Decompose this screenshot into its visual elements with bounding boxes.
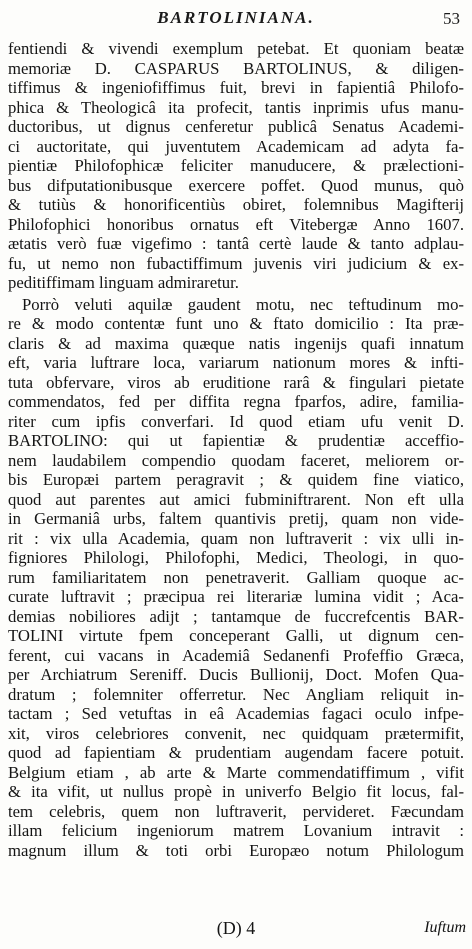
page-header: [0, 6, 472, 34]
text-line: ductoribus, ut dignus cenferetur publicâ Senatus Academi-: [8, 117, 464, 136]
text-line: demias nobiliores adijt ; tantamque de fuccrefcentis BAR-: [8, 606, 464, 626]
text-line: dratum ; folemniter offerretur. Nec Angliam reliquit in-: [8, 684, 464, 704]
text-line: peditiffimam linguam admiraretur.: [8, 273, 239, 292]
text-line: illam felicium ingeniorum matrem Lovanium intravit :: [8, 821, 464, 840]
page-footer: [0, 916, 472, 944]
text-line: bus difputationibusque exercere poffet. Quod munus, quò: [8, 175, 464, 195]
text-line: curate luftravit ; præcipua rei literariæ lumina vidit ; Aca-: [8, 587, 464, 606]
signature-mark: (D) 4: [216, 918, 256, 938]
text-line: fu, ut nemo non fubactiffimum juvenis viri judicium & ex-: [8, 253, 464, 273]
page-number: 53: [443, 9, 460, 28]
text-line: tactam ; Sed vetuftas in eâ Academias fagaci oculo infpe-: [8, 704, 464, 723]
text-line: TOLINI virtute fpem conceperant Galli, ut dignum cen-: [8, 626, 464, 645]
text-line: Philofophici honoribus ornatus eft Vitebergæ Anno 1607.: [8, 214, 464, 234]
text-line: fentiendi & vivendi exemplum petebat. Et quoniam beatæ: [8, 39, 464, 58]
text-line: BARTOLINO: qui ut fapientiæ & prudentiæ acceffio-: [8, 431, 464, 450]
text-line: figniores Philologi, Philofophi, Medici, Theologi, in quo-: [8, 548, 464, 567]
text-line: tem celebris, quem non luftraverit, pervideret. Fæcundam: [8, 801, 464, 821]
text-line: pientiæ Philofophicæ feliciter manuducere, & prælectioni-: [8, 156, 464, 175]
text-line: rum familiaritatem non penetraverit. Galliam quoque ac-: [8, 567, 464, 587]
text-line: tuta obfervare, viros ab eruditione rarâ & fingulari pietate: [8, 372, 464, 392]
text-line: bis Europæi partem peragravit ; & quidem fine viatico,: [8, 470, 464, 489]
text-line: per Archiatrum Sereniff. Ducis Bullionij, Doct. Mofen Qua-: [8, 665, 464, 684]
text-line: rit : vix ulla Academia, quam non luftraverit : vix ulli in-: [8, 528, 464, 548]
text-line: riter cum ipfis converfari. Id quod etiam ufu venit D.: [8, 411, 464, 431]
text-line: in Germaniâ urbs, faltem quantivis pretij, quam non vide-: [8, 509, 464, 528]
text-line: commendatos, fed per diffita regna fparfos, adire, familia-: [8, 392, 464, 411]
text-line: eft, varia luftrare loca, variarum nationum mores & infti-: [8, 353, 464, 372]
text-line: magnum illum & toti orbi Europæo notum Philologum: [8, 840, 464, 860]
catchword: Iuftum: [424, 919, 466, 936]
body-text: [8, 39, 464, 860]
running-head: BARTOLINIANA.: [157, 8, 315, 27]
text-line: Belgium etiam , ab arte & Marte commendatiffimum , vifit: [8, 762, 464, 782]
text-line: memoriæ D. CASPARUS BARTOLINUS, & diligen-: [8, 58, 464, 78]
text-line: ætatis verò fuæ vigefimo : tantâ certè laude & tanto adplau-: [8, 234, 464, 253]
text-line: quod aut parentes aut amici fubminiftrarent. Non eft ulla: [8, 489, 464, 509]
text-line: re & modo contentæ funt uno & ftato domicilio : Ita præ-: [8, 314, 464, 333]
text-line: ci auctoritate, qui juventutem Academicam ad adyta fa-: [8, 136, 464, 156]
text-line: ferent, cui vacans in Academiâ Sedanenfi Profeffio Græca,: [8, 645, 464, 665]
text-line: quod ad fapientiam & prudentiam augendam facere potuit.: [8, 743, 464, 762]
text-line: nem laudabilem compendio quodam faceret, meliorem or-: [8, 450, 464, 470]
text-line: & ita vifit, ut nullus propè in univerfo Belgio fit locus, fal-: [8, 782, 464, 801]
text-line: phica & Theologicâ ita profecit, tantis inprimis ufus manu-: [8, 97, 464, 117]
text-line: xit, viros celebriores convenit, nec quidquam prætermifit,: [8, 723, 464, 743]
text-line: & tutiùs & honorificentiùs obiret, folemnibus Magifterij: [8, 195, 464, 214]
text-line: tiffimus & ingeniofiffimus fuit, brevi in fapientiâ Philofo-: [8, 78, 464, 97]
text-line: claris & ad maxima quæque natis ingenijs quafi innatum: [8, 333, 464, 353]
text-line: Porrò veluti aquilæ gaudent motu, nec teftudinum mo-: [22, 294, 464, 314]
